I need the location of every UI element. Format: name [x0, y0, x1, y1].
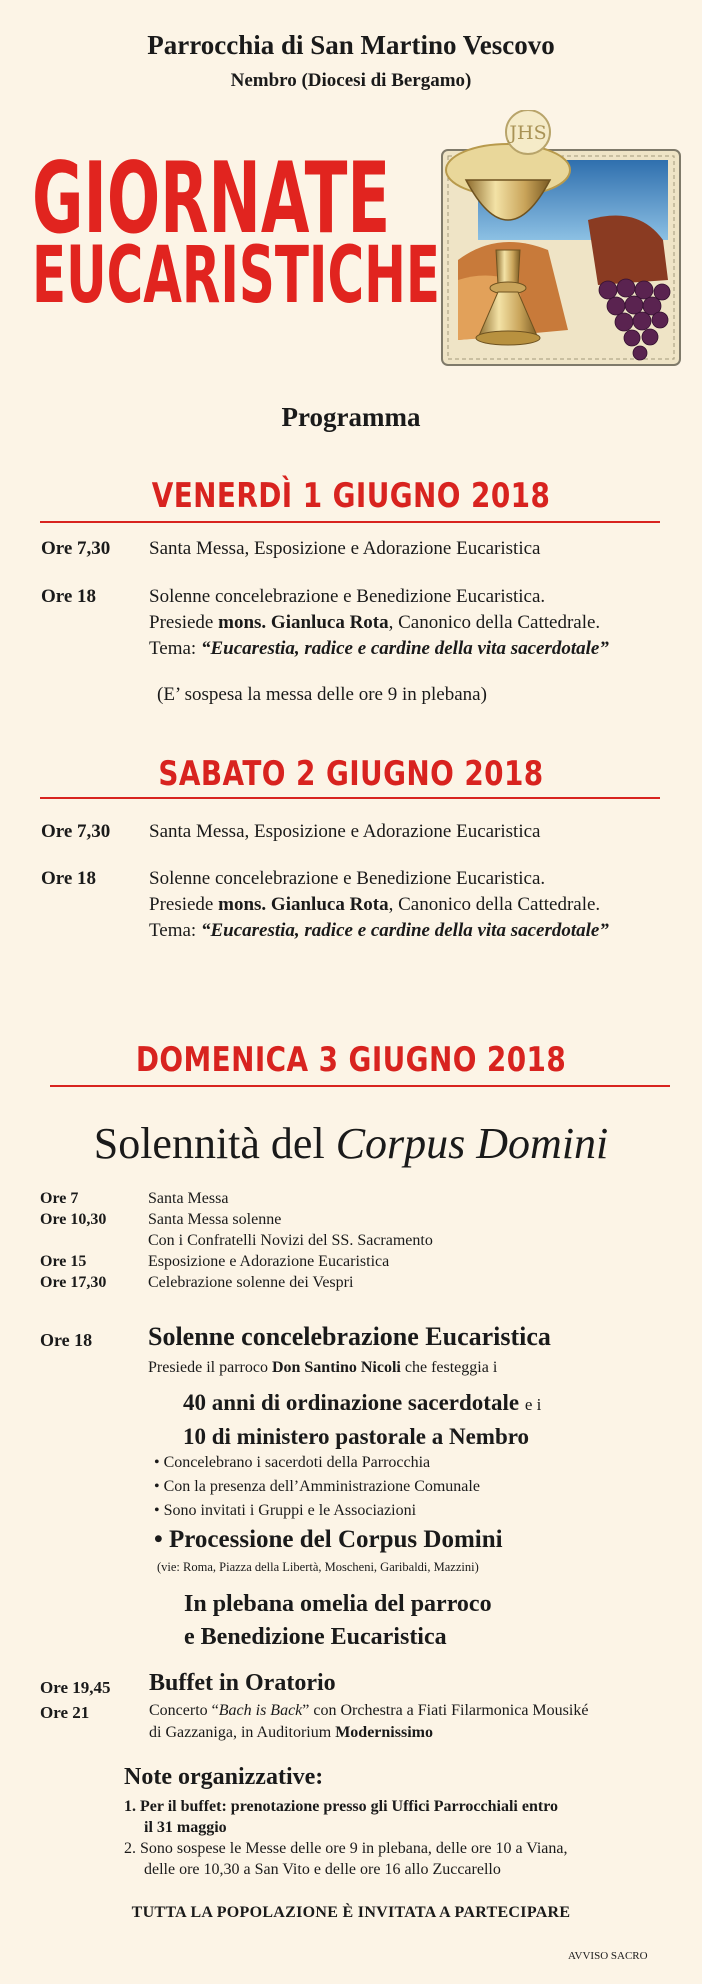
- buffet-time: Ore 19,45: [40, 1678, 111, 1697]
- friday-celebrant: mons. Gianluca Rota: [218, 612, 389, 633]
- concert-line2: di Gazzaniga, in Auditorium Modernissimo: [149, 1724, 433, 1741]
- friday-e2-line1: Solenne concelebrazione e Benedizione Eucaristica.: [149, 586, 546, 607]
- programma-label: Programma: [281, 402, 421, 432]
- s1-text: Santa Messa: [148, 1190, 229, 1207]
- bullet-3: • Sono invitati i Gruppi e le Associazioni: [154, 1502, 417, 1519]
- friday-e2-details: [149, 584, 609, 662]
- concert-line1: Concerto “Bach is Back” con Orchestra a Fiati Filarmonica Mousiké: [149, 1702, 589, 1719]
- saturday-e1-time: Ore 7,30: [41, 821, 111, 842]
- saturday-tema-label: Tema:: [149, 920, 197, 941]
- saturday-role: , Canonico della Cattedrale.: [388, 894, 601, 915]
- saturday-e2-line1: Solenne concelebrazione e Benedizione Eucaristica.: [149, 868, 546, 889]
- note-2-line1: 2. Sono sospese le Messe delle ore 9 in plebana, delle ore 10 a Viana,: [124, 1840, 568, 1857]
- concert-venue: Modernissimo: [335, 1724, 433, 1741]
- friday-e1-text: Santa Messa, Esposizione e Adorazione Eucaristica: [149, 538, 541, 559]
- friday-note: (E’ sospesa la messa delle ore 9 in plebana): [157, 684, 487, 705]
- note-1-line1: 1. Per il buffet: prenotazione presso gli Uffici Parrocchiali entro: [124, 1798, 558, 1815]
- main-time: Ore 18: [40, 1330, 93, 1350]
- friday-e2-line3: [149, 636, 609, 662]
- friday-e2-line2: [149, 610, 609, 636]
- avviso-sacro: AVVISO SACRO: [568, 1950, 648, 1962]
- sunday-times: [40, 1188, 106, 1293]
- s3-text: Esposizione e Adorazione Eucaristica: [148, 1253, 390, 1270]
- saturday-e2-line2: [149, 892, 609, 918]
- main-festeggia: che festeggia i: [404, 1359, 498, 1376]
- friday-e2-time: Ore 18: [41, 586, 97, 607]
- concert-details: [149, 1700, 588, 1744]
- friday-e1-time: Ore 7,30: [41, 538, 111, 559]
- celebration-bullets: [154, 1451, 480, 1523]
- buffet-text: Buffet in Oratorio: [149, 1670, 336, 1696]
- friday-role: , Canonico della Cattedrale.: [388, 612, 601, 633]
- note-2-line2: delle ore 10,30 a San Vito e delle ore 16 allo Zuccarello: [144, 1861, 501, 1878]
- s2-text: Santa Messa solenne: [148, 1211, 282, 1228]
- s3-time: Ore 15: [40, 1253, 87, 1270]
- s1-time: Ore 7: [40, 1190, 79, 1207]
- main-presiede-line: [148, 1357, 497, 1378]
- concert-time: Ore 21: [40, 1703, 90, 1722]
- note-1-line2: il 31 maggio: [144, 1819, 227, 1836]
- homily-line1: In plebana omelia del parroco: [184, 1591, 492, 1617]
- chalice-illustration: [438, 110, 684, 372]
- anniversaries: [183, 1387, 541, 1453]
- main-celebrant: Don Santino Nicoli: [271, 1359, 401, 1376]
- s4-time: Ore 17,30: [40, 1274, 107, 1291]
- homily-line2: e Benedizione Eucaristica: [184, 1624, 447, 1650]
- procession-route: (vie: Roma, Piazza della Libertà, Moscheni, Garibaldi, Mazzini): [157, 1560, 479, 1574]
- anniversary-2: 10 di ministero pastorale a Nembro: [183, 1424, 530, 1449]
- anniversary-1: 40 anni di ordinazione sacerdotale e i: [183, 1390, 542, 1415]
- bullet-1: • Concelebrano i sacerdoti della Parrocchia: [154, 1454, 431, 1471]
- main-title: Solenne concelebrazione Eucaristica: [148, 1322, 551, 1351]
- sunday-schedule: [148, 1188, 433, 1293]
- saturday-presiede: Presiede: [149, 894, 214, 915]
- concert-title: Bach is Back: [218, 1702, 303, 1719]
- saturday-celebrant: mons. Gianluca Rota: [218, 894, 389, 915]
- saturday-e2-time: Ore 18: [41, 868, 97, 889]
- s4-text: Celebrazione solenne dei Vespri: [148, 1274, 354, 1291]
- solemnity-plain: Solennità del: [93, 1119, 325, 1168]
- parish-subtitle: Nembro (Diocesi di Bergamo): [230, 70, 472, 91]
- friday-theme: “Eucarestia, radice e cardine della vita sacerdotale”: [200, 638, 609, 659]
- parish-name: Parrocchia di San Martino Vescovo: [147, 30, 555, 60]
- saturday-e2-details: [149, 866, 609, 944]
- saturday-divider: [40, 797, 660, 799]
- bullet-2: • Con la presenza dell’Amministrazione Comunale: [154, 1478, 480, 1495]
- solemnity-title: [0, 1118, 702, 1170]
- title-line2: EUCARISTICHE: [32, 231, 441, 321]
- s2-time: Ore 10,30: [40, 1211, 107, 1228]
- notes-list: [124, 1796, 568, 1880]
- title-line1: GIORNATE: [32, 142, 391, 256]
- homily-block: [184, 1588, 492, 1654]
- sunday-heading: DOMENICA 3 GIUGNO 2018: [135, 1040, 567, 1080]
- main-presiede: Presiede il parroco: [148, 1359, 268, 1376]
- s2-text2: Con i Confratelli Novizi del SS. Sacramento: [148, 1232, 433, 1249]
- saturday-theme: “Eucarestia, radice e cardine della vita sacerdotale”: [200, 920, 609, 941]
- friday-heading: VENERDÌ 1 GIUGNO 2018: [151, 476, 551, 516]
- friday-tema-label: Tema:: [149, 638, 197, 659]
- sunday-divider: [50, 1085, 670, 1087]
- saturday-e2-line3: [149, 918, 609, 944]
- saturday-e1-text: Santa Messa, Esposizione e Adorazione Eucaristica: [149, 821, 541, 842]
- friday-presiede: Presiede: [149, 612, 214, 633]
- jhs-monogram: JHS: [509, 122, 547, 144]
- notes-heading: Note organizzative:: [124, 1764, 324, 1790]
- solemnity-italic: Corpus Domini: [335, 1119, 609, 1168]
- invite-footer: TUTTA LA POPOLAZIONE È INVITATA A PARTECIPARE: [131, 1904, 571, 1921]
- procession-title: • Processione del Corpus Domini: [154, 1526, 503, 1553]
- saturday-heading: SABATO 2 GIUGNO 2018: [158, 754, 544, 794]
- friday-divider: [40, 521, 660, 523]
